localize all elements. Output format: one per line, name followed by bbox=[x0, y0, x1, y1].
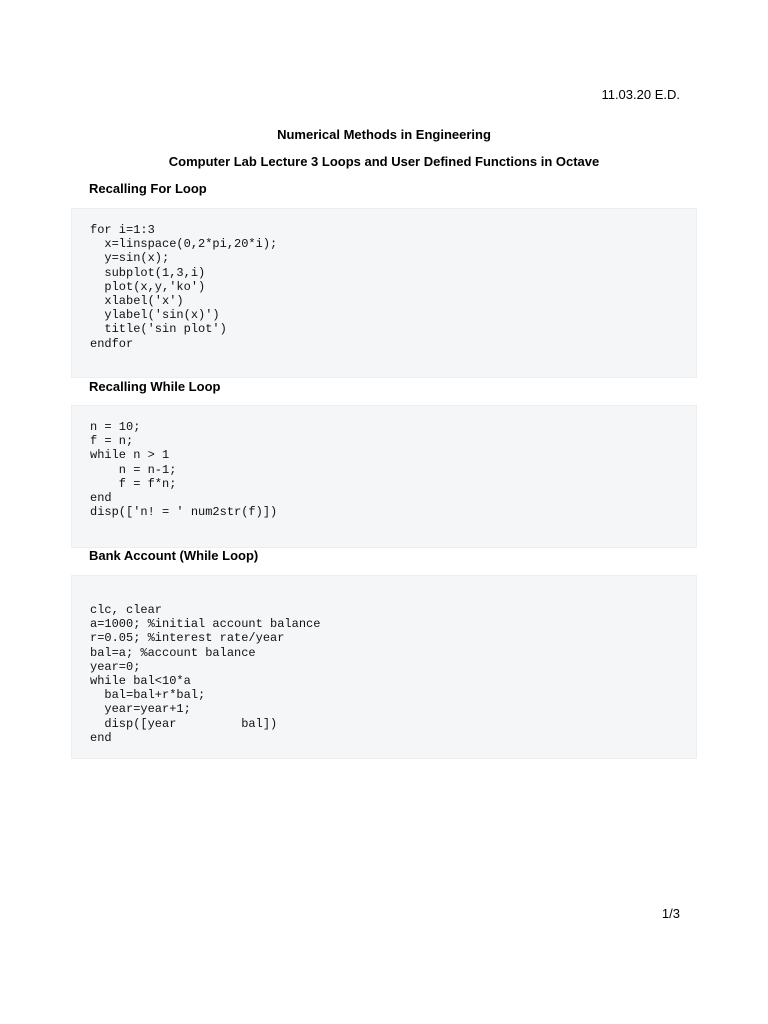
code-block-while-loop bbox=[71, 405, 697, 548]
section-heading-bank-account: Bank Account (While Loop) bbox=[89, 548, 259, 563]
code-block-bank-account bbox=[71, 575, 697, 759]
code-block-for-loop bbox=[71, 208, 697, 378]
section-heading-for-loop: Recalling For Loop bbox=[89, 181, 207, 196]
course-title: Numerical Methods in Engineering bbox=[277, 127, 491, 142]
document-date: 11.03.20 E.D. bbox=[601, 87, 680, 102]
code-text-while-loop: n = 10; f = n; while n > 1 n = n-1; f = f*n; end disp(['n! = ' num2str(f)]) bbox=[90, 420, 278, 520]
lecture-title: Computer Lab Lecture 3 Loops and User Defined Functions in Octave bbox=[168, 154, 600, 169]
code-text-for-loop: for i=1:3 x=linspace(0,2*pi,20*i); y=sin(x); subplot(1,3,i) plot(x,y,'ko') xlabel('x') ylabel('sin(x)') title('sin plot') endfor bbox=[90, 223, 278, 351]
page-number: 1/3 bbox=[661, 906, 680, 921]
code-text-bank-account: clc, clear a=1000; %initial account balance r=0.05; %interest rate/year bal=a; %account balance year=0; while bal<10*a bal=bal+r*bal; year=year+1; disp([year bal]) end bbox=[90, 603, 321, 745]
section-heading-while-loop: Recalling While Loop bbox=[89, 379, 221, 394]
